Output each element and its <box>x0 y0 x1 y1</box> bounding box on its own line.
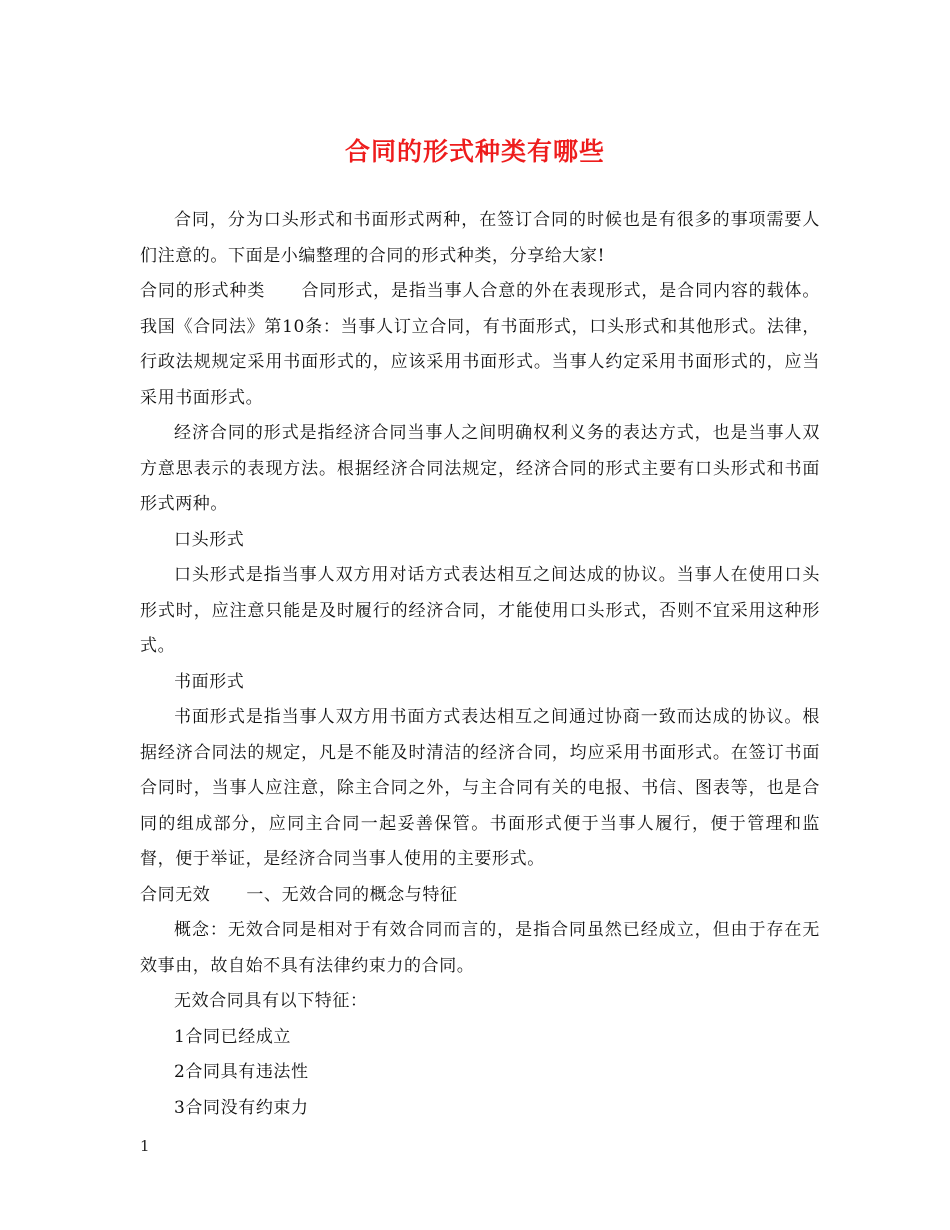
feature-item-1: 1合同已经成立 <box>174 1026 292 1047</box>
section-heading-contract-forms: 合同的形式种类 <box>140 281 266 301</box>
invalid-contract-features-intro: 无效合同具有以下特征： <box>174 991 368 1011</box>
page-number: 1 <box>140 1137 150 1155</box>
section-invalid-contract <box>140 878 820 914</box>
contract-form-definition: 合同形式，是指当事人合意的外在表现形式，是合同内容的载体。我国《合同法》第10条：当事人订立合同，有书面形式，口头形式和其他形式。法律，行政法规规定采用书面形式的，应该采用书面形式。当事人约定采用书面形式的，应当采用书面形式。 <box>140 281 821 408</box>
feature-item-3: 3合同没有约束力 <box>174 1097 309 1118</box>
written-form-paragraph: 书面形式是指当事人双方用书面方式表达相互之间通过协商一致而达成的协议。根据经济合同法的规定，凡是不能及时清洁的经济合同，均应采用书面形式。在签订书面合同时，当事人应注意，除主合同之外，与主合同有关的电报、书信、图表等，也是合同的组成部分，应同主合同一起妥善保管。书面形式便于当事人履行，便于管理和监督，便于举证，是经济合同当事人使用的主要形式。 <box>140 707 820 869</box>
document-body <box>140 203 820 1126</box>
feature-item-2: 2合同具有违法性 <box>174 1062 309 1082</box>
intro-paragraph: 合同，分为口头形式和书面形式两种，在签订合同的时候也是有很多的事项需要人们注意的。下面是小编整理的合同的形式种类，分享给大家! <box>140 210 820 266</box>
oral-form-heading: 口头形式 <box>174 529 245 550</box>
document-title: 合同的形式种类有哪些 <box>344 137 605 166</box>
section-heading-invalid-contract: 合同无效 <box>140 884 211 905</box>
oral-form-paragraph: 口头形式是指当事人双方用对话方式表达相互之间达成的协议。当事人在使用口头形式时，应注意只能是及时履行的经济合同，才能使用口头形式，否则不宜采用这种形式。 <box>140 565 820 656</box>
section-contract-forms <box>140 274 820 416</box>
invalid-contract-concept: 概念：无效合同是相对于有效合同而言的，是指合同虽然已经成立，但由于存在无效事由，故自始不具有法律约束力的合同。 <box>140 920 820 976</box>
invalid-contract-subheading: 一、无效合同的概念与特征 <box>246 884 458 905</box>
economic-contract-paragraph: 经济合同的形式是指经济合同当事人之间明确权利义务的表达方式，也是当事人双方意思表示的表现方法。根据经济合同法规定，经济合同的形式主要有口头形式和书面形式两种。 <box>140 423 820 514</box>
written-form-heading: 书面形式 <box>174 671 245 692</box>
